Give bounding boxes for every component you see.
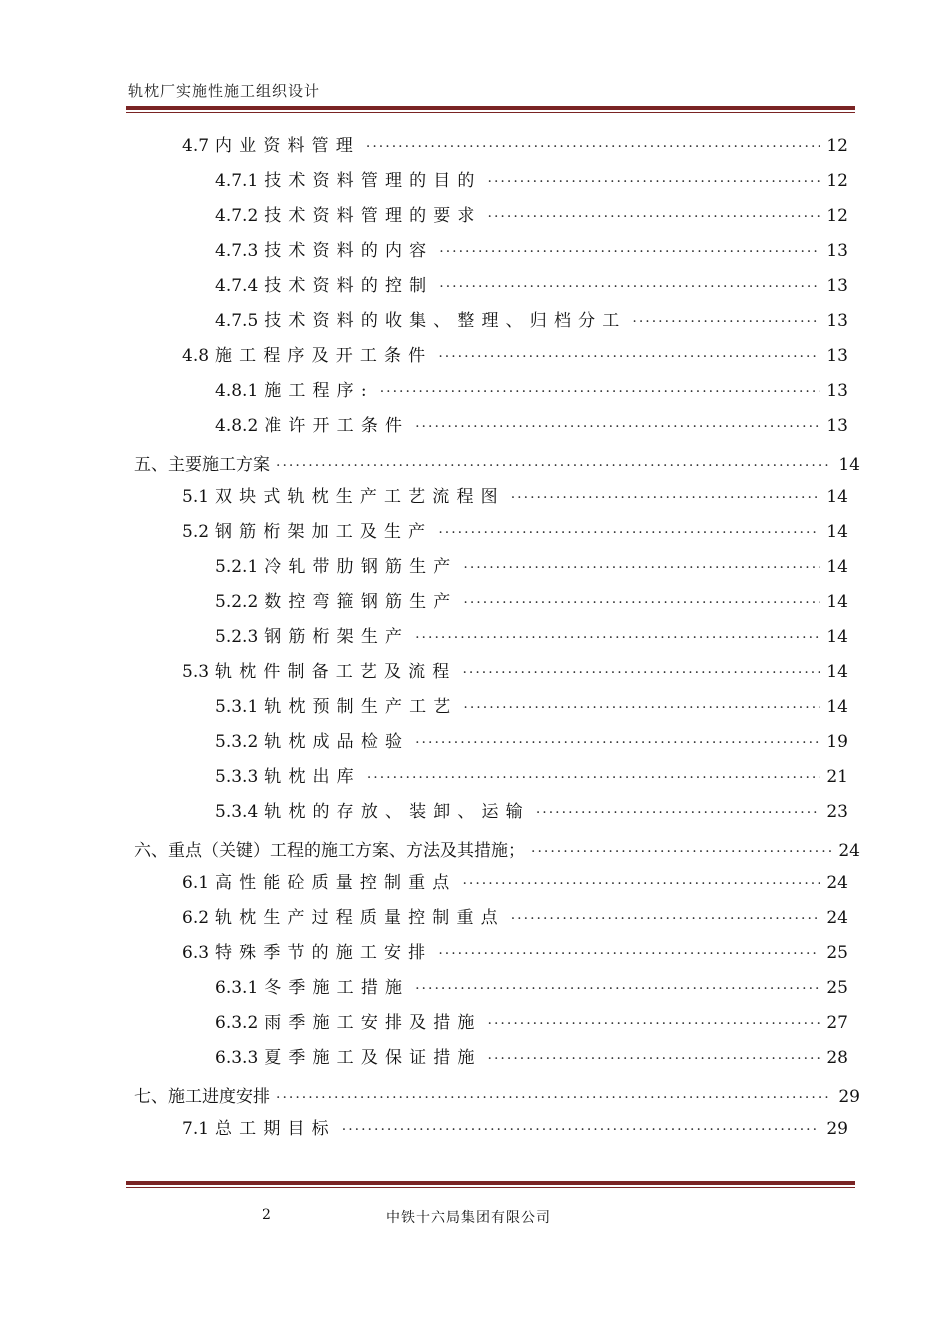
toc-entry-number: 5.3.3 [215,767,259,787]
toc-leader-dots [463,700,820,716]
footer-rule-thin [126,1187,855,1188]
toc-leader-dots [415,981,820,997]
toc-entry-page: 21 [826,767,848,787]
toc-entry[interactable] [215,411,848,435]
toc-entry-title: 轨枕的存放、装卸、运输 [264,802,530,822]
toc-entry-number: 4.7.3 [215,241,259,261]
toc-entry-title: 技术资料的收集、整理、归档分工 [264,311,627,331]
toc-entry-page: 25 [826,943,848,963]
toc-entry-title: 技术资料管理的目的 [264,171,482,191]
toc-leader-dots [632,314,820,330]
toc-leader-dots [380,384,821,400]
toc-entry-title: 内业资料管理 [215,136,360,156]
toc-leader-dots [488,1051,821,1067]
toc-entry-number: 5.3.2 [215,732,259,752]
toc-entry-title: 轨枕生产过程质量控制重点 [215,908,505,928]
toc-entry-page: 29 [826,1119,848,1139]
footer-rule-thick [126,1181,855,1185]
toc-leader-dots [276,458,832,474]
toc-entry-page: 13 [826,416,848,436]
toc-entry[interactable] [182,903,848,927]
toc-entry[interactable] [182,1114,848,1138]
toc-entry-title: 冷轧带肋钢筋生产 [264,557,458,577]
toc-entry-title: 施工程序及开工条件 [215,346,433,366]
toc-entry-title: 钢筋桁架加工及生产 [215,522,433,542]
toc-entry-number: 4.7.4 [215,276,259,296]
toc-entry-page: 24 [838,841,860,861]
toc-entry-title: 六、重点（关键）工程的施工方案、方法及其措施； [134,841,525,861]
toc-leader-dots [488,174,821,190]
toc-entry-page: 14 [826,557,848,577]
toc-entry[interactable] [215,973,848,997]
toc-entry-page: 13 [826,311,848,331]
footer-company-name: 中铁十六局集团有限公司 [386,1210,551,1226]
toc-entry[interactable] [182,341,848,365]
toc-entry-page: 14 [826,627,848,647]
toc-leader-dots [415,735,820,751]
toc-entry-number: 5.2.1 [215,557,259,577]
toc-entry-page: 24 [826,873,848,893]
toc-leader-dots [531,844,832,860]
toc-entry-number: 4.7.5 [215,311,259,331]
toc-entry[interactable] [215,587,848,611]
toc-entry[interactable] [182,868,848,892]
toc-leader-dots [462,665,820,681]
toc-entry-page: 14 [826,662,848,682]
toc-entry-page: 14 [826,522,848,542]
toc-entry-number: 6.3.3 [215,1048,259,1068]
toc-entry-number: 4.7 [182,136,210,156]
toc-entry-page: 29 [838,1087,860,1107]
toc-leader-dots [536,805,821,821]
toc-entry-number: 4.8 [182,346,210,366]
toc-entry[interactable] [134,450,860,474]
toc-entry[interactable] [215,271,848,295]
toc-entry-number: 5.2.2 [215,592,259,612]
toc-entry-number: 7.1 [182,1119,210,1139]
toc-entry-page: 13 [826,276,848,296]
toc-leader-dots [488,209,821,225]
toc-leader-dots [511,490,821,506]
toc-entry-title: 夏季施工及保证措施 [264,1048,482,1068]
toc-entry-page: 12 [826,136,848,156]
toc-entry-page: 14 [826,487,848,507]
toc-entry[interactable] [215,201,848,225]
toc-entry[interactable] [182,482,848,506]
toc-entry-number: 5.2.3 [215,627,259,647]
toc-entry-page: 14 [838,455,860,475]
toc-entry-page: 25 [826,978,848,998]
toc-entry-title: 轨枕件制备工艺及流程 [215,662,457,682]
toc-entry[interactable] [182,657,848,681]
toc-entry-title: 特殊季节的施工安排 [215,943,433,963]
toc-entry-number: 4.7.2 [215,206,259,226]
toc-entry-number: 5.3.4 [215,802,259,822]
toc-entry-page: 24 [826,908,848,928]
toc-entry[interactable] [215,692,848,716]
toc-entry[interactable] [215,1008,848,1032]
toc-entry-page: 12 [826,206,848,226]
toc-leader-dots [367,770,821,786]
toc-entry-page: 23 [826,802,848,822]
toc-entry-page: 14 [826,697,848,717]
document-title: 轨枕厂实施性施工组织设计 [128,82,321,100]
toc-entry-title: 五、主要施工方案 [134,455,270,475]
toc-entry[interactable] [182,938,848,962]
toc-entry-title: 技术资料的控制 [264,276,434,296]
toc-entry-number: 6.3.1 [215,978,259,998]
toc-entry[interactable] [182,131,848,155]
toc-entry[interactable] [215,797,848,821]
toc-entry-number: 4.8.2 [215,416,259,436]
toc-entry-number: 4.7.1 [215,171,259,191]
toc-entry-title: 施工程序: [264,381,374,401]
toc-entry-title: 冬季施工措施 [264,978,410,998]
toc-entry-number: 6.2 [182,908,210,928]
toc-entry[interactable] [215,1043,848,1067]
toc-leader-dots [415,630,820,646]
toc-entry-title: 钢筋桁架生产 [264,627,410,647]
toc-entry[interactable] [215,552,848,576]
toc-entry-title: 七、施工进度安排 [134,1087,270,1107]
toc-entry[interactable] [215,376,848,400]
toc-entry[interactable] [134,1082,860,1106]
toc-entry[interactable] [182,517,848,541]
toc-leader-dots [463,560,820,576]
toc-leader-dots [438,525,820,541]
toc-leader-dots [462,876,820,892]
toc-entry-number: 4.8.1 [215,381,259,401]
toc-entry-title: 准许开工条件 [264,416,410,436]
toc-leader-dots [342,1122,821,1138]
toc-entry-title: 轨枕出库 [264,767,361,787]
toc-entry-title: 数控弯箍钢筋生产 [264,592,458,612]
toc-entry[interactable] [215,236,848,260]
footer-page-number: 2 [262,1207,271,1223]
toc-entry-page: 27 [826,1013,848,1033]
toc-entry-page: 13 [826,241,848,261]
toc-entry-title: 轨枕成品检验 [264,732,410,752]
toc-entry[interactable] [215,306,848,330]
toc-entry-page: 28 [826,1048,848,1068]
toc-entry-number: 6.1 [182,873,210,893]
toc-entry[interactable] [215,166,848,190]
toc-leader-dots [438,349,820,365]
toc-entry[interactable] [215,622,848,646]
toc-entry-number: 5.1 [182,487,210,507]
toc-entry-number: 5.3 [182,662,210,682]
toc-entry-title: 轨枕预制生产工艺 [264,697,458,717]
toc-leader-dots [463,595,820,611]
toc-leader-dots [366,139,820,155]
toc-leader-dots [488,1016,821,1032]
toc-entry-title: 技术资料的内容 [264,241,434,261]
toc-entry-page: 13 [826,381,848,401]
toc-entry-page: 19 [826,732,848,752]
toc-entry-page: 12 [826,171,848,191]
toc-entry-number: 6.3 [182,943,210,963]
toc-entry[interactable] [215,727,848,751]
toc-entry-title: 总工期目标 [215,1119,336,1139]
toc-leader-dots [415,419,820,435]
toc-leader-dots [276,1090,832,1106]
toc-leader-dots [439,244,820,260]
toc-entry-number: 6.3.2 [215,1013,259,1033]
toc-entry-number: 5.2 [182,522,210,542]
toc-entry-title: 技术资料管理的要求 [264,206,482,226]
toc-entry[interactable] [134,836,860,860]
toc-entry[interactable] [215,762,848,786]
toc-entry-page: 14 [826,592,848,612]
toc-leader-dots [439,279,820,295]
toc-entry-number: 5.3.1 [215,697,259,717]
toc-leader-dots [511,911,821,927]
toc-entry-title: 雨季施工安排及措施 [264,1013,482,1033]
toc-entry-title: 高性能砼质量控制重点 [215,873,457,893]
toc-entry-title: 双块式轨枕生产工艺流程图 [215,487,505,507]
toc-leader-dots [438,946,820,962]
toc-entry-page: 13 [826,346,848,366]
